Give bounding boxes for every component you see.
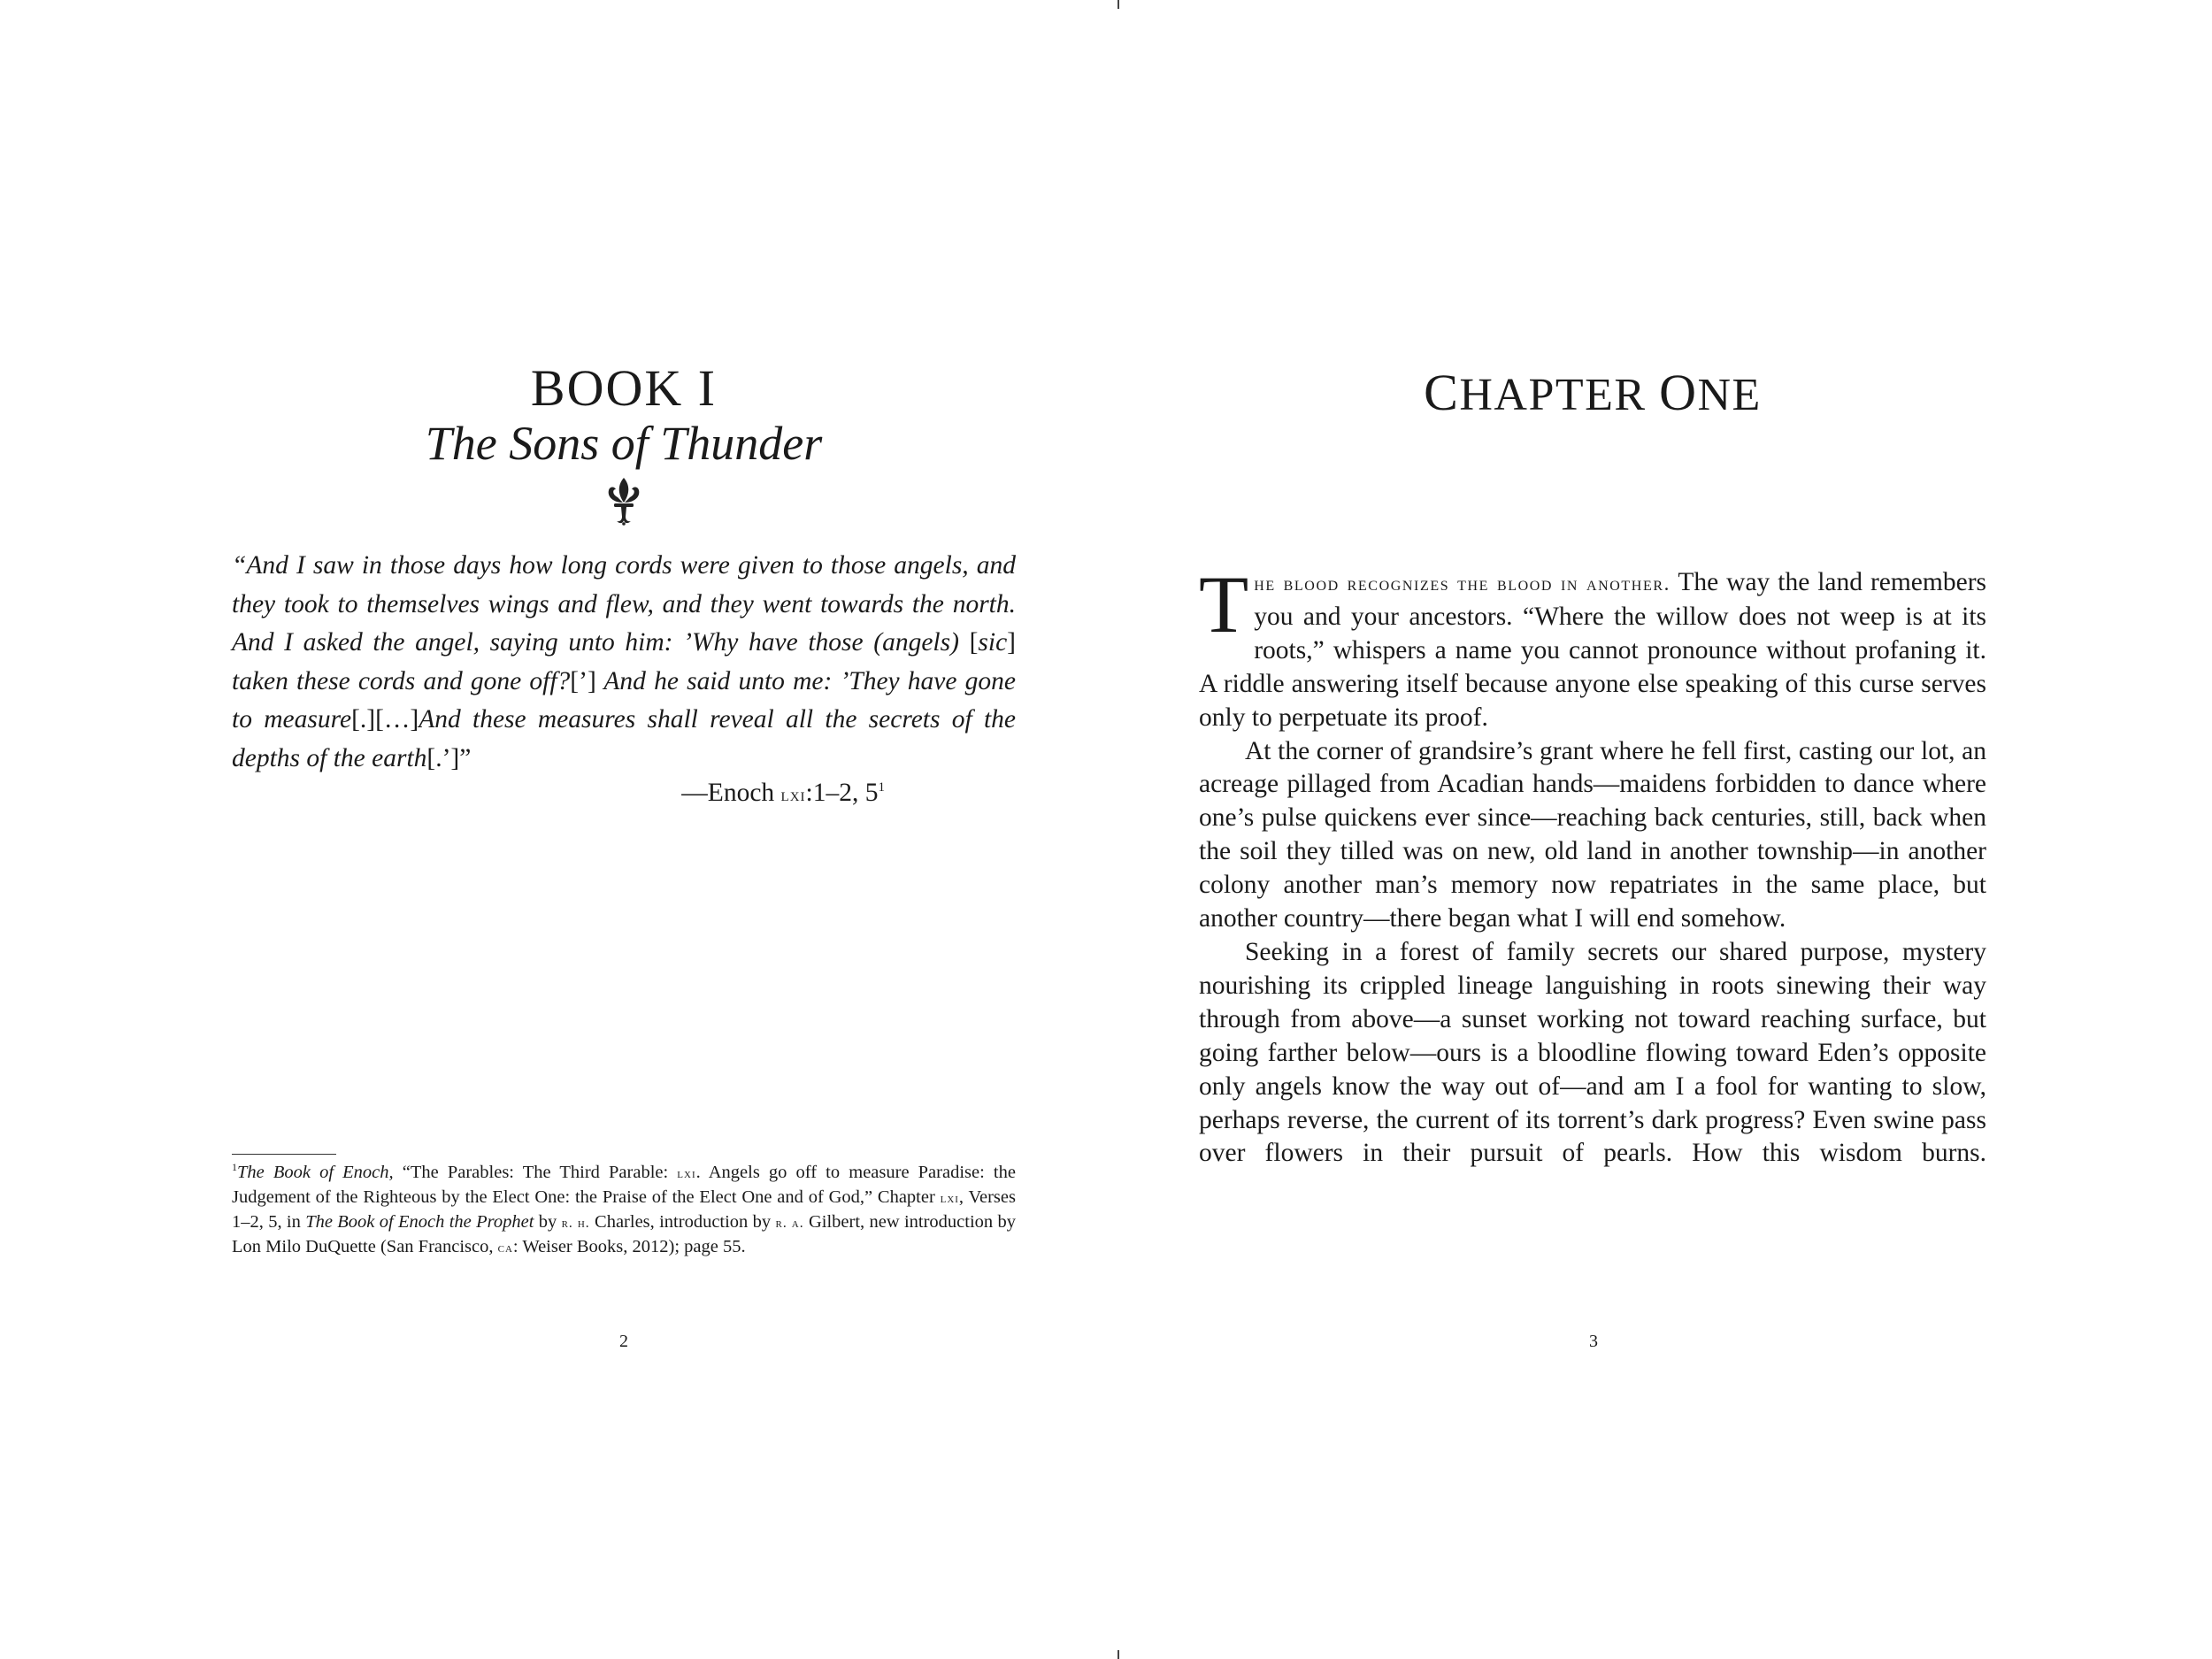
editorial-mark-3: [.’]” [426,743,472,772]
editorial-mark-1: [’] [570,666,596,695]
footnote-book-title: The Book of Enoch, [237,1162,394,1182]
footnote-sc-3: r. h. [561,1216,590,1232]
footnote-text-1: “The Parables: The Third Parable: [393,1162,678,1182]
lead-in-small-caps: he blood recognizes the blood in another. [1254,572,1671,595]
book-title: BOOK I [530,359,718,417]
drop-cap: T [1199,559,1249,649]
epigraph-part-2: taken these cords and gone off? [232,666,571,695]
footnote-sc-5: ca [497,1240,513,1256]
footnote-reference[interactable]: 1 [878,780,885,795]
chapter-title [1106,363,2079,422]
chapter-body [1199,559,1986,1171]
chapter-title-rest-2: NE [1697,370,1762,420]
chapter-title-rest-1: HAPTER [1459,370,1660,420]
footnote-sc-4: r. a. [775,1216,804,1232]
footnote-divider [232,1154,336,1155]
paragraph-2: At the corner of grandsire’s grant where he fell first, casting our lot, an acreage pillaged from Acadian hands—maidens forbidden to dance where one’s pulse quickens ever since—reaching back centuries, still, back when the soil they tilled was on new, old land in another township—in another colony another man’s memory now repatriates in the same place, but another country—there began what I will end somehow. [1199,736,1986,933]
editorial-bracket-close: ] [1007,628,1016,657]
chapter-title-cap-2: O [1659,364,1698,421]
chapter-title-cap-1: C [1424,364,1460,421]
epigraph-attribution [0,779,885,808]
footnote-text-2: . Angels go off to measure Paradise: the Judgement of the Righteous by the Elect One: the Praise of the Elect One and of God,” Chapter [232,1162,1016,1208]
crop-mark-top [1118,0,1119,9]
footnote [232,1156,1016,1261]
footnote-text-6: Gilbert, new introduction by Lon Milo DuQuette (San Francisco, [232,1212,1016,1257]
epigraph-part-3: And he said unto me: ’They have gone to measure [232,666,1016,734]
paragraph-1-text: The way the land remembers you and your ancestors. “Where the willow does not weep is at its roots,” whispers a name you cannot pronounce without profaning it. A riddle answering itself because anyone else speaking of this curse serves only to perpetuate its proof. [1199,568,1986,732]
editorial-bracket-open: [ [969,628,979,657]
page-number-left: 2 [619,1332,628,1351]
attribution-verses: :1–2, 5 [805,779,879,807]
book-subtitle: The Sons of Thunder [425,417,823,470]
attribution-chapter: lxi [780,783,806,805]
paragraph-3: Seeking in a forest of family secrets our shared purpose, mystery nourishing its crippled lineage languishing in roots sinewing their way through from above—a sunset working not toward reaching surface, but going farther below—ours is a bloodline flowing toward Eden’s opposite only angels know the way out of—and am I a fool for wanting to slow, perhaps reverse, the current of its torrent’s dark progress? Even swine pass over flowers in their pursuit of pearls. How this wisdom burns. [1199,937,1986,1168]
sic-note: sic [978,628,1008,657]
page-number-right: 3 [1589,1332,1598,1351]
epigraph-part-1: “And I saw in those days how long cords were given to those angels, and they took to themselves wings and flew, and they went towards the north. And I asked the angel, saying unto him: ’Why have those (angels) [232,551,1016,657]
editorial-mark-2: [.][…] [351,705,419,734]
footnote-text-3: , Verses 1–2, 5, in [232,1187,1016,1233]
footnote-text-4: by [534,1212,562,1233]
epigraph-quote [232,547,1016,779]
footnote-sc-1: lxi [677,1165,696,1181]
crop-mark-bottom [1118,1650,1119,1659]
footnote-sc-2: lxi [940,1191,959,1207]
epigraph-part-4: And these measures shall reveal all the secrets of the depths of the earth [232,705,1016,772]
footnote-text-7: : Weiser Books, 2012); page 55. [512,1237,746,1257]
fleur-de-lis-icon [602,476,646,526]
footnote-marker: 1 [232,1161,237,1173]
attribution-prefix: —Enoch [681,779,781,807]
footnote-edition-title: The Book of Enoch the Prophet [305,1212,534,1233]
footnote-text-5: Charles, introduction by [589,1212,776,1233]
paragraph-1 [1199,559,1986,735]
